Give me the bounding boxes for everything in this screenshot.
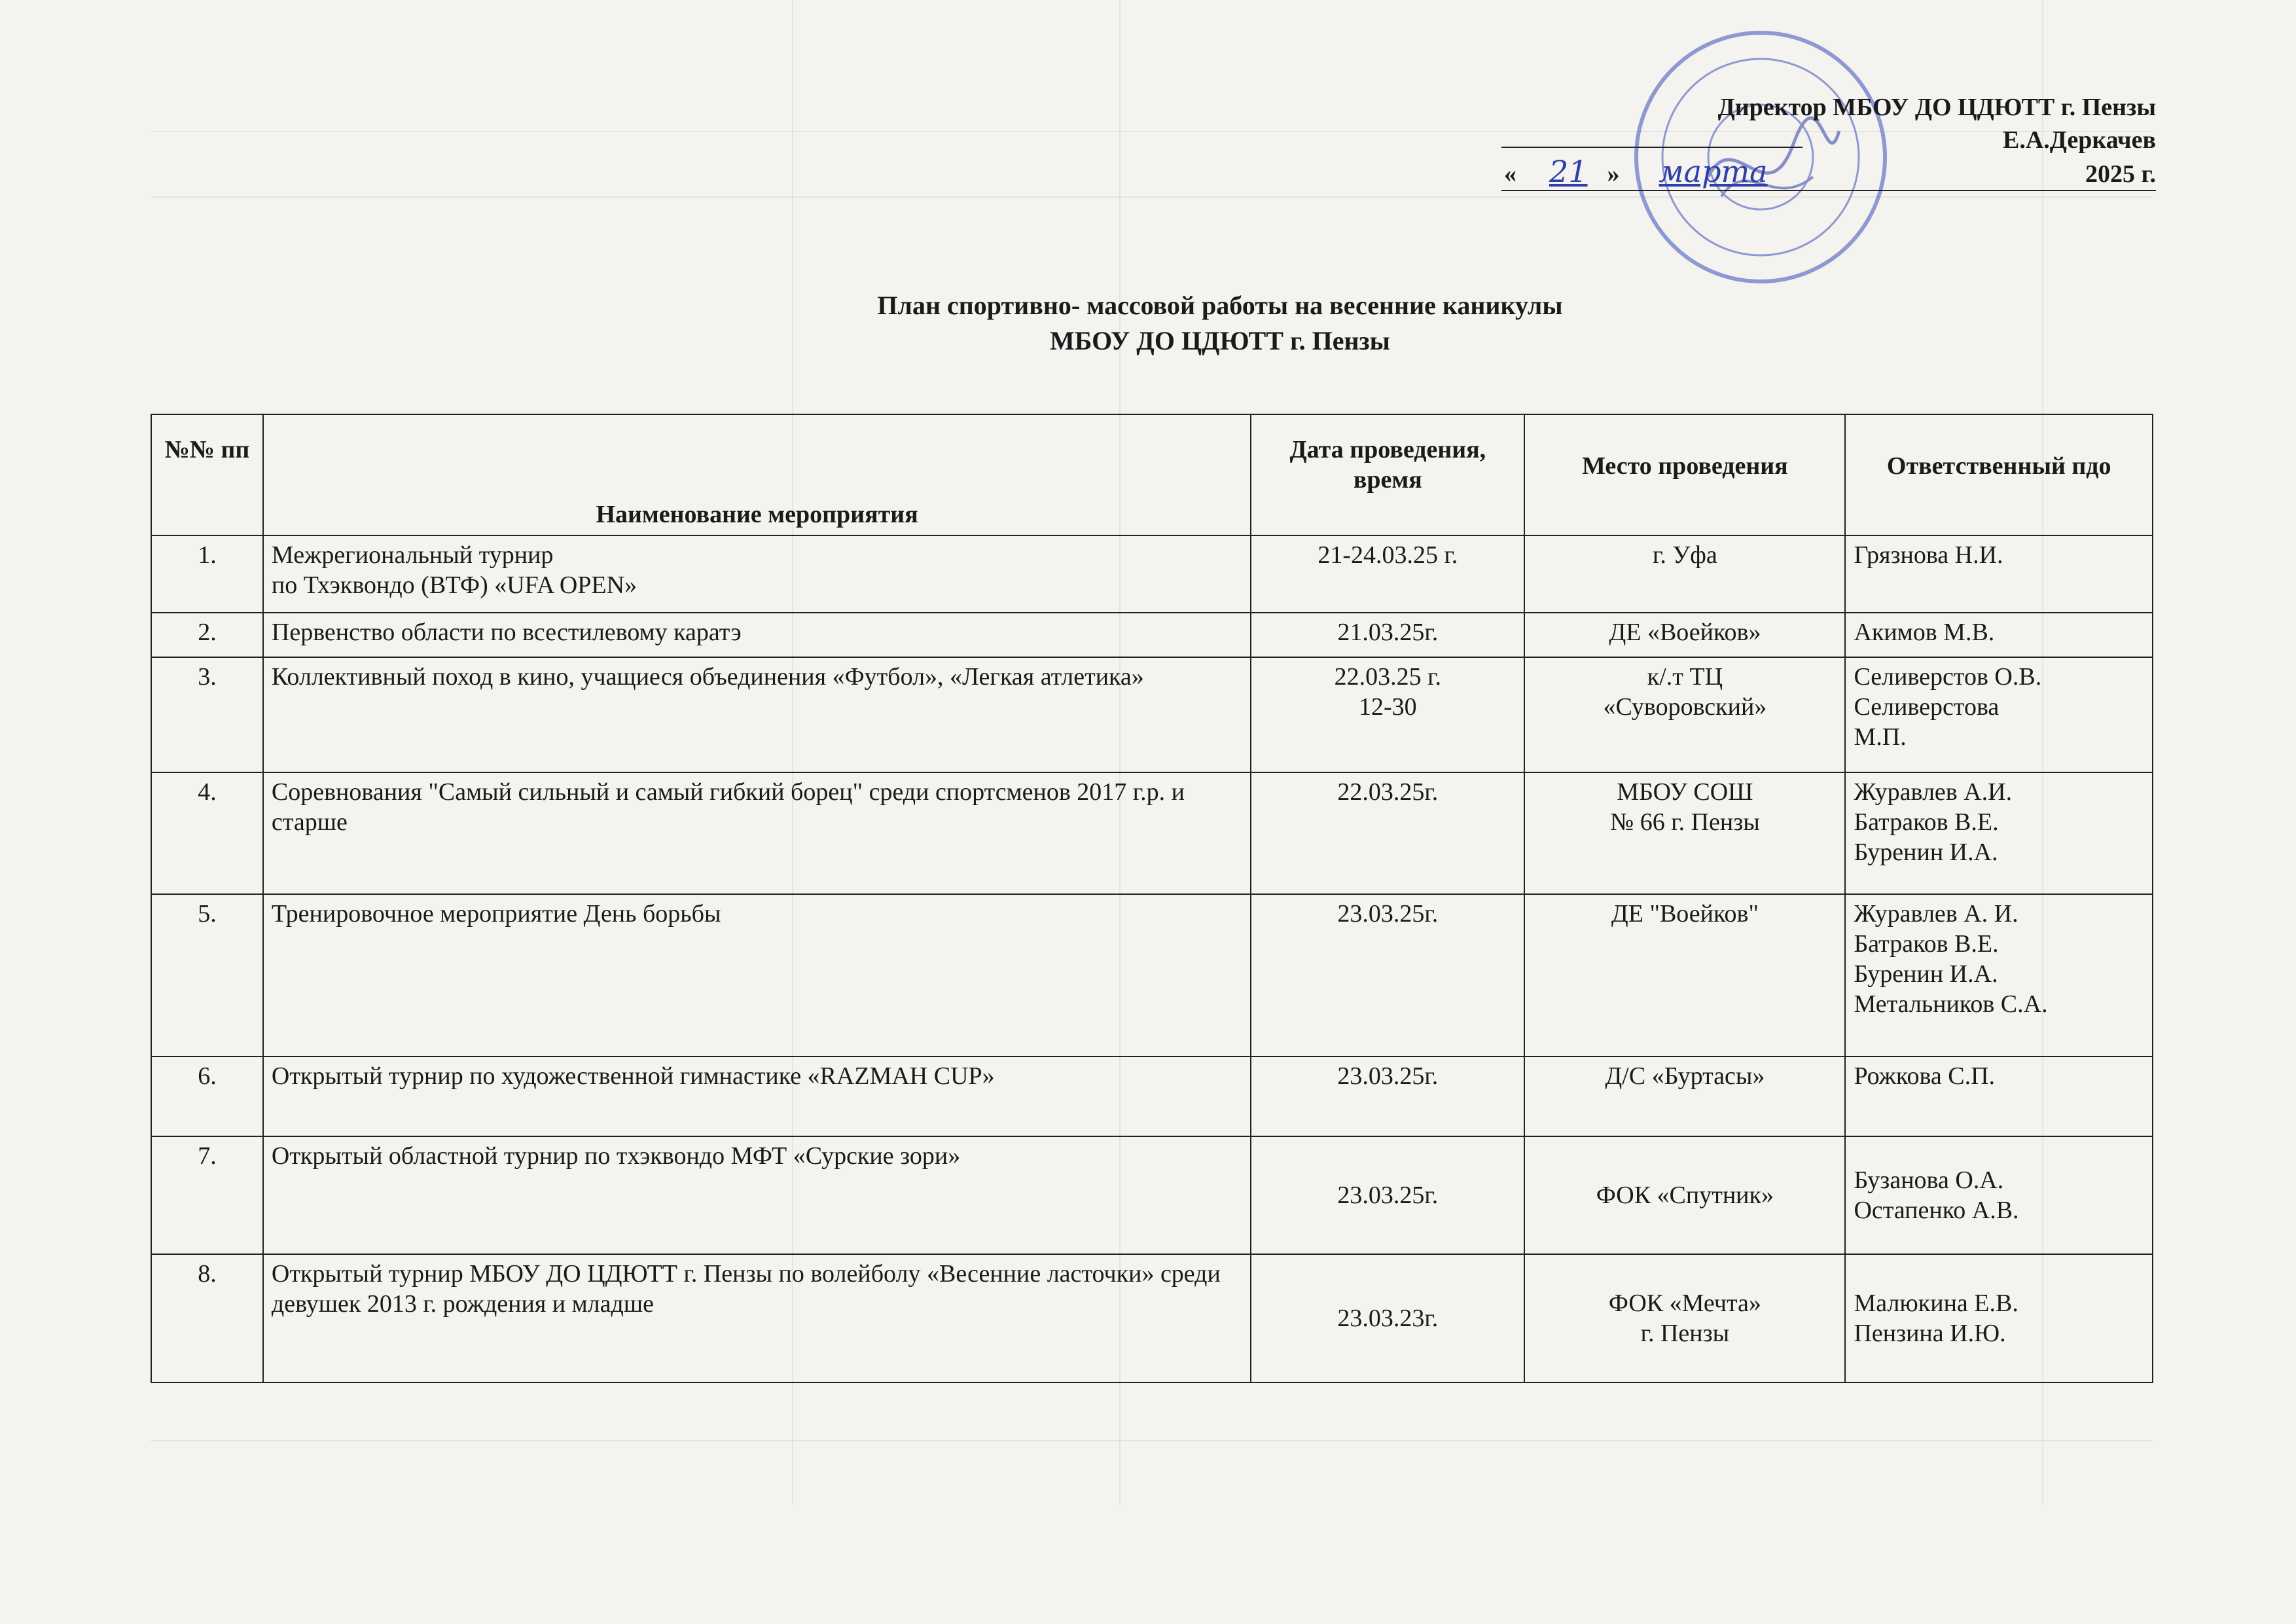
- row-number: 7.: [151, 1136, 263, 1254]
- signature-line: [1501, 123, 2156, 156]
- header-responsible: Ответственный пдо: [1845, 414, 2153, 535]
- row-date: 23.03.25г.: [1251, 1056, 1524, 1136]
- quote-open: «: [1504, 160, 1516, 188]
- header-place: Место проведения: [1524, 414, 1845, 535]
- bleed-through-line: [151, 1440, 2153, 1441]
- row-event-name: Первенство области по всестилевому каратэ: [263, 613, 1251, 657]
- signer-name: Е.А.Деркачев: [2002, 126, 2156, 154]
- quote-close: »: [1607, 160, 1620, 188]
- row-place: ФОК «Мечта» г. Пензы: [1524, 1254, 1845, 1382]
- row-responsible: Журавлев А.И. Батраков В.Е. Буренин И.А.: [1845, 772, 2153, 894]
- row-date: 21.03.25г.: [1251, 613, 1524, 657]
- approval-block: [1501, 92, 2156, 191]
- title-line-2: МБОУ ДО ЦДЮТТ г. Пензы: [1050, 326, 1390, 355]
- row-date: 22.03.25г.: [1251, 772, 1524, 894]
- document-title: [0, 288, 2296, 359]
- table-row: [151, 1254, 2153, 1382]
- row-event-name: Коллективный поход в кино, учащиеся объединения «Футбол», «Легкая атлетика»: [263, 657, 1251, 772]
- row-event-name: Открытый турнир МБОУ ДО ЦДЮТТ г. Пензы по волейболу «Весенние ласточки» среди девушек 2013 г. рождения и младше: [263, 1254, 1251, 1382]
- events-table: [151, 414, 2153, 1383]
- row-place: г. Уфа: [1524, 535, 1845, 613]
- row-responsible: Селиверстов О.В. Селиверстова М.П.: [1845, 657, 2153, 772]
- row-place: ДЕ "Воейков": [1524, 894, 1845, 1056]
- approval-day-group: [1504, 156, 1768, 190]
- row-number: 3.: [151, 657, 263, 772]
- header-date: Дата проведения, время: [1251, 414, 1524, 535]
- row-place: Д/С «Буртасы»: [1524, 1056, 1845, 1136]
- row-responsible: Бузанова О.А. Остапенко А.В.: [1845, 1136, 2153, 1254]
- signature-blank: [1501, 123, 1803, 148]
- table-row: [151, 772, 2153, 894]
- row-place: ФОК «Спутник»: [1524, 1136, 1845, 1254]
- table-row: [151, 657, 2153, 772]
- row-responsible: Грязнова Н.И.: [1845, 535, 2153, 613]
- header-number: №№ пп: [151, 414, 263, 535]
- director-title: Директор МБОУ ДО ЦДЮТТ г. Пензы: [1717, 94, 2156, 121]
- table-row: [151, 894, 2153, 1056]
- row-date: 23.03.25г.: [1251, 894, 1524, 1056]
- table-row: [151, 1056, 2153, 1136]
- table-row: [151, 535, 2153, 613]
- row-responsible: Малюкина Е.В. Пензина И.Ю.: [1845, 1254, 2153, 1382]
- row-event-name: Соревнования "Самый сильный и самый гибкий борец" среди спортсменов 2017 г.р. и старше: [263, 772, 1251, 894]
- row-place: ДЕ «Воейков»: [1524, 613, 1845, 657]
- row-number: 1.: [151, 535, 263, 613]
- row-event-name: Межрегиональный турнир по Тхэквондо (ВТФ) «UFA OPEN»: [263, 535, 1251, 613]
- row-date: 21-24.03.25 г.: [1251, 535, 1524, 613]
- handwritten-month: марта: [1659, 154, 1768, 189]
- approval-year: 2025 г.: [2085, 160, 2156, 188]
- row-number: 6.: [151, 1056, 263, 1136]
- row-date: 22.03.25 г. 12-30: [1251, 657, 1524, 772]
- table-header-row: [151, 414, 2153, 535]
- row-number: 8.: [151, 1254, 263, 1382]
- row-number: 5.: [151, 894, 263, 1056]
- row-event-name: Открытый турнир по художественной гимнастике «RAZMAH CUP»: [263, 1056, 1251, 1136]
- row-place: к/.т ТЦ «Суворовский»: [1524, 657, 1845, 772]
- row-event-name: Тренировочное мероприятие День борьбы: [263, 894, 1251, 1056]
- row-event-name: Открытый областной турнир по тхэквондо МФТ «Сурские зори»: [263, 1136, 1251, 1254]
- row-responsible: Рожкова С.П.: [1845, 1056, 2153, 1136]
- title-line-1: План спортивно- массовой работы на весенние каникулы: [877, 291, 1563, 320]
- table-row: [151, 1136, 2153, 1254]
- approval-date: [1501, 156, 2156, 191]
- handwritten-day: 21: [1549, 154, 1588, 189]
- row-place: МБОУ СОШ № 66 г. Пензы: [1524, 772, 1845, 894]
- row-date: 23.03.23г.: [1251, 1254, 1524, 1382]
- row-number: 4.: [151, 772, 263, 894]
- row-date: 23.03.25г.: [1251, 1136, 1524, 1254]
- row-number: 2.: [151, 613, 263, 657]
- header-event-name: Наименование мероприятия: [263, 414, 1251, 535]
- table-row: [151, 613, 2153, 657]
- row-responsible: Акимов М.В.: [1845, 613, 2153, 657]
- row-responsible: Журавлев А. И. Батраков В.Е. Буренин И.А. Метальников С.А.: [1845, 894, 2153, 1056]
